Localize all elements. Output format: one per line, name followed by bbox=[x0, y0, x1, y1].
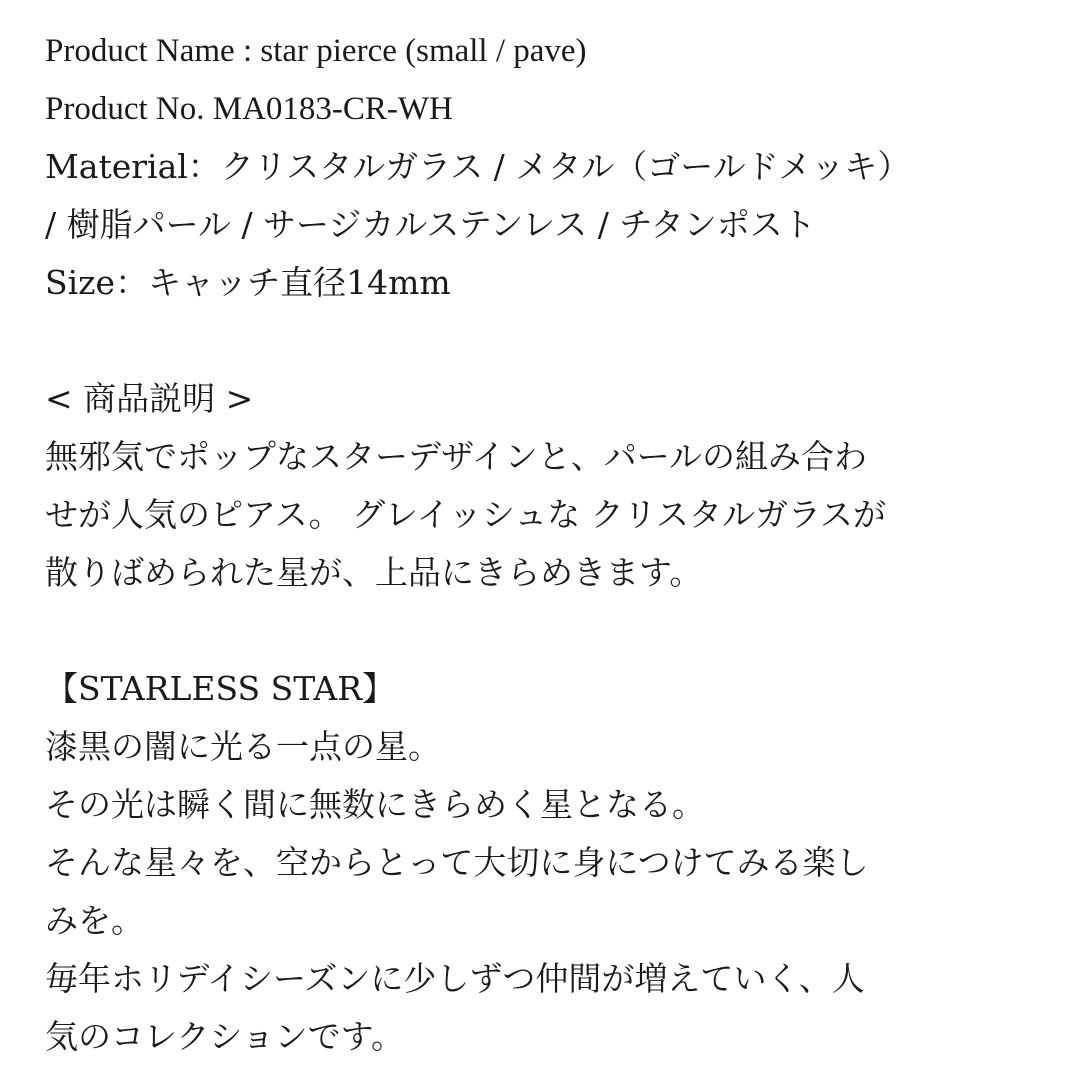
product-description-document bbox=[45, 22, 1055, 1066]
product-number-line: Product No. MA0183-CR-WH bbox=[45, 91, 453, 127]
collection-line: その光は瞬く間に無数にきらめく星となる。 bbox=[45, 785, 705, 824]
description-line: 散りばめられた星が、上品にきらめきます。 bbox=[45, 553, 703, 592]
material-line-1: Material：クリスタルガラス / メタル（ゴールドメッキ） bbox=[45, 147, 911, 186]
collection-line: 漆黒の闇に光る一点の星。 bbox=[45, 727, 441, 766]
collection-line: そんな星々を、空からとって大切に身につけてみる楽し bbox=[45, 843, 869, 882]
material-line-2: / 樹脂パール / サージカルステンレス / チタンポスト bbox=[45, 205, 816, 244]
description-heading: < 商品説明 > bbox=[45, 379, 254, 418]
product-name-line: Product Name : star pierce (small / pave) bbox=[45, 33, 587, 69]
description-line: せが人気のピアス。 グレイッシュな クリスタルガラスが bbox=[45, 495, 887, 534]
collection-line: 気のコレクションです。 bbox=[45, 1017, 405, 1056]
description-line: 無邪気でポップなスターデザインと、パールの組み合わ bbox=[45, 437, 868, 476]
collection-line: 毎年ホリデイシーズンに少しずつ仲間が増えていく、人 bbox=[45, 959, 865, 998]
spacer bbox=[45, 312, 1055, 370]
collection-line: みを。 bbox=[45, 901, 144, 940]
collection-heading: 【STARLESS STAR】 bbox=[45, 669, 396, 708]
spacer bbox=[45, 602, 1055, 660]
size-line: Size：キャッチ直径14mm bbox=[45, 263, 451, 302]
